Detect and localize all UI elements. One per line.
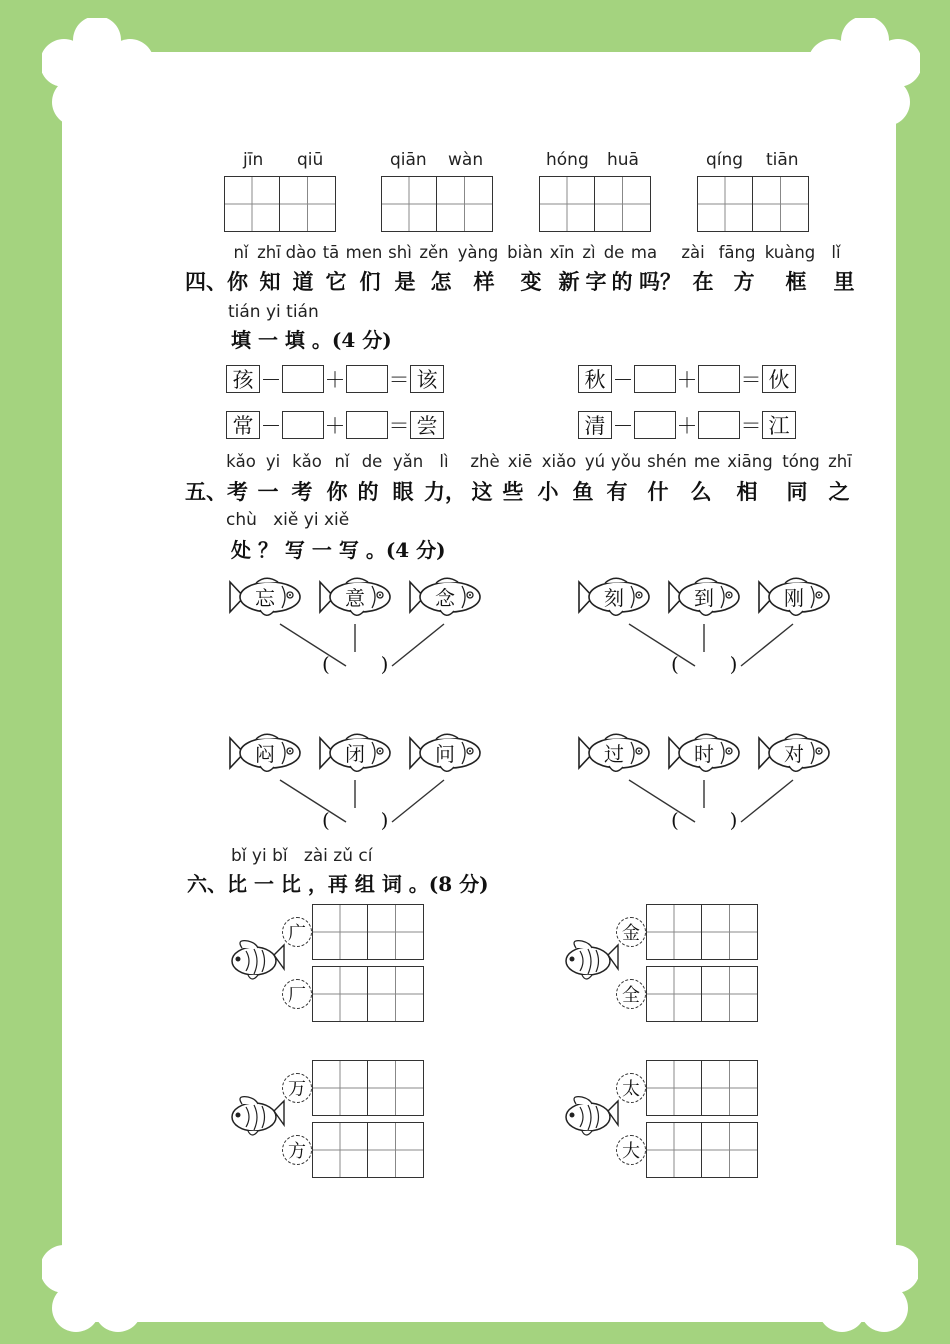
section-four-heading-line2: 填 一 填 。(4 分) bbox=[231, 328, 392, 352]
compare-character: 全 bbox=[616, 979, 646, 1009]
answer-box[interactable] bbox=[698, 365, 740, 393]
section-five-pinyin-line2: chù xiě yi xiě bbox=[226, 510, 350, 530]
section-four-heading: 四、你 知 道 它 们 是 怎 样 变 新 字 的 吗？ 在 方 框 里 bbox=[185, 269, 855, 294]
pinyin-syllable: qiū bbox=[297, 150, 324, 170]
fish-character: 意 bbox=[345, 586, 365, 610]
minus-sign: － bbox=[612, 414, 634, 438]
answer-box[interactable] bbox=[346, 365, 388, 393]
fish-icon bbox=[406, 728, 486, 778]
fish-character: 到 bbox=[694, 586, 714, 610]
small-fish-icon bbox=[560, 937, 620, 987]
equation-result-char: 尝 bbox=[410, 411, 444, 439]
compare-character: 厂 bbox=[282, 979, 312, 1009]
compare-character: 大 bbox=[616, 1135, 646, 1165]
equation-row bbox=[226, 410, 444, 440]
plus-sign: ＋ bbox=[324, 414, 346, 438]
answer-parentheses[interactable]: ( ) bbox=[322, 808, 389, 832]
section-six-heading: 六、比 一 比 ，再 组 词 。(8 分) bbox=[187, 872, 489, 896]
fish-icon bbox=[755, 572, 835, 622]
section-five-heading-line2: 处 ？ 写 一 写 。(4 分) bbox=[231, 538, 446, 562]
equals-sign: ＝ bbox=[740, 414, 762, 438]
small-fish-icon bbox=[226, 937, 286, 987]
small-fish-icon bbox=[226, 1093, 286, 1143]
equals-sign: ＝ bbox=[388, 368, 410, 392]
fish-character: 对 bbox=[784, 742, 804, 766]
section-four-pinyin-line: nǐ zhī dào tā men shì zěn yàng biàn xīn zì de ma zài fāng kuàng lǐ bbox=[233, 243, 841, 262]
pinyin-syllable: qiān bbox=[390, 150, 427, 170]
equation-result-char: 江 bbox=[762, 411, 796, 439]
fish-icon bbox=[755, 728, 835, 778]
fish-icon bbox=[665, 728, 745, 778]
pinyin-syllable: tiān bbox=[766, 150, 799, 170]
word-writing-grid[interactable] bbox=[312, 1122, 424, 1178]
plus-sign: ＋ bbox=[676, 368, 698, 392]
answer-box[interactable] bbox=[346, 411, 388, 439]
section-five-heading: 五、考 一 考 你 的 眼 力， 这 些 小 鱼 有 什 么 相 同 之 bbox=[185, 479, 850, 504]
fish-icon bbox=[226, 572, 306, 622]
equation-source-char: 孩 bbox=[226, 365, 260, 393]
word-writing-grid[interactable] bbox=[646, 966, 758, 1022]
pinyin-syllable: qíng bbox=[706, 150, 744, 170]
equation-row bbox=[578, 410, 796, 440]
answer-parentheses[interactable]: ( ) bbox=[671, 808, 738, 832]
writing-grid[interactable] bbox=[224, 176, 336, 232]
equals-sign: ＝ bbox=[740, 368, 762, 392]
minus-sign: － bbox=[260, 368, 282, 392]
compare-character: 万 bbox=[282, 1073, 312, 1103]
fish-icon bbox=[316, 572, 396, 622]
pinyin-syllable: hóng bbox=[546, 150, 589, 170]
writing-grid[interactable] bbox=[697, 176, 809, 232]
compare-character: 金 bbox=[616, 917, 646, 947]
fish-icon bbox=[226, 728, 306, 778]
fish-character: 闷 bbox=[255, 742, 275, 766]
fish-character: 闭 bbox=[345, 742, 365, 766]
compare-character: 广 bbox=[282, 917, 312, 947]
writing-grid[interactable] bbox=[539, 176, 651, 232]
answer-box[interactable] bbox=[282, 365, 324, 393]
answer-box[interactable] bbox=[698, 411, 740, 439]
fish-character: 时 bbox=[694, 742, 714, 766]
fish-character: 过 bbox=[604, 742, 624, 766]
fish-icon bbox=[575, 572, 655, 622]
answer-box[interactable] bbox=[282, 411, 324, 439]
word-writing-grid[interactable] bbox=[312, 1060, 424, 1116]
minus-sign: － bbox=[260, 414, 282, 438]
section-four-pinyin-line2: tián yi tián bbox=[228, 302, 319, 322]
plus-sign: ＋ bbox=[324, 368, 346, 392]
fish-icon bbox=[406, 572, 486, 622]
fish-character: 刻 bbox=[604, 586, 624, 610]
equation-row bbox=[578, 364, 796, 394]
answer-parentheses[interactable]: ( ) bbox=[671, 652, 738, 676]
word-writing-grid[interactable] bbox=[312, 966, 424, 1022]
pinyin-syllable: huā bbox=[607, 150, 639, 170]
fish-icon bbox=[575, 728, 655, 778]
word-writing-grid[interactable] bbox=[312, 904, 424, 960]
answer-parentheses[interactable]: ( ) bbox=[322, 652, 389, 676]
minus-sign: － bbox=[612, 368, 634, 392]
word-writing-grid[interactable] bbox=[646, 1060, 758, 1116]
equals-sign: ＝ bbox=[388, 414, 410, 438]
fish-character: 忘 bbox=[255, 586, 275, 610]
answer-box[interactable] bbox=[634, 411, 676, 439]
compare-character: 方 bbox=[282, 1135, 312, 1165]
equation-row bbox=[226, 364, 444, 394]
writing-grid[interactable] bbox=[381, 176, 493, 232]
section-five-pinyin-line: kǎo yi kǎo nǐ de yǎn lì zhè xiē xiǎo yú yǒu shén me xiāng tóng zhī bbox=[226, 452, 852, 471]
plus-sign: ＋ bbox=[676, 414, 698, 438]
small-fish-icon bbox=[560, 1093, 620, 1143]
equation-source-char: 常 bbox=[226, 411, 260, 439]
fish-icon bbox=[316, 728, 396, 778]
word-writing-grid[interactable] bbox=[646, 904, 758, 960]
equation-result-char: 该 bbox=[410, 365, 444, 393]
fish-icon bbox=[665, 572, 745, 622]
pinyin-syllable: jīn bbox=[243, 150, 264, 170]
answer-box[interactable] bbox=[634, 365, 676, 393]
equation-source-char: 清 bbox=[578, 411, 612, 439]
fish-character: 刚 bbox=[784, 586, 804, 610]
fish-character: 念 bbox=[435, 586, 455, 610]
equation-result-char: 伙 bbox=[762, 365, 796, 393]
equation-source-char: 秋 bbox=[578, 365, 612, 393]
section-six-pinyin: bǐ yi bǐ zài zǔ cí bbox=[231, 846, 373, 866]
pinyin-syllable: wàn bbox=[448, 150, 484, 170]
fish-character: 问 bbox=[435, 742, 455, 766]
compare-character: 太 bbox=[616, 1073, 646, 1103]
word-writing-grid[interactable] bbox=[646, 1122, 758, 1178]
